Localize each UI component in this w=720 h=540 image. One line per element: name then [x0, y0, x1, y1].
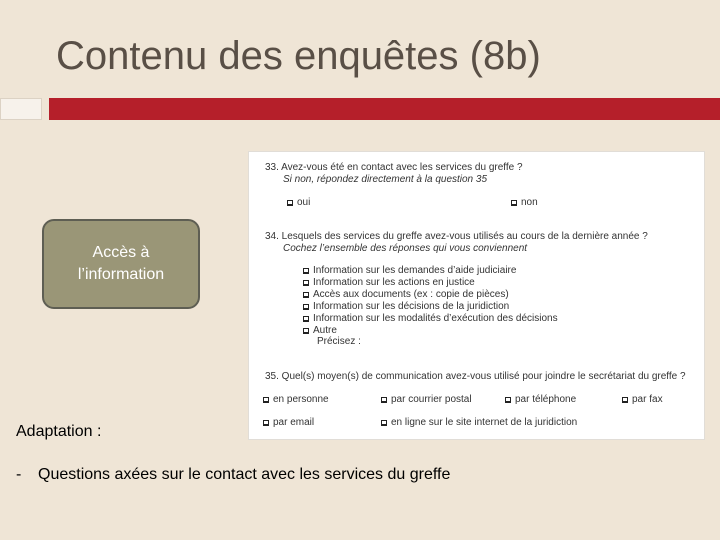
checkbox-icon	[287, 200, 293, 206]
checkbox-icon	[303, 316, 309, 322]
q35-option[interactable]	[381, 417, 577, 428]
title-bar-left-segment	[0, 98, 42, 120]
q34-option[interactable]	[303, 277, 475, 288]
bullet-dash: -	[16, 466, 22, 483]
q35-option[interactable]	[381, 394, 472, 405]
option-label: Autre	[313, 325, 337, 336]
q34-option[interactable]	[303, 289, 509, 300]
bullet-text: Questions axées sur le contact avec les services du greffe	[38, 466, 451, 483]
checkbox-icon	[303, 328, 309, 334]
checkbox-icon	[511, 200, 517, 206]
q33-option-yes[interactable]	[287, 197, 310, 208]
tag-line-2: l’information	[77, 266, 165, 283]
q33-question: 33. Avez-vous été en contact avec les services du greffe ?	[265, 162, 523, 173]
option-label: Information sur les modalités d’exécution des décisions	[313, 313, 558, 324]
q33-instruction: Si non, répondez directement à la question 35	[283, 174, 488, 185]
checkbox-icon	[263, 397, 269, 403]
option-label: en ligne sur le site internet de la juridiction	[391, 417, 578, 428]
checkbox-icon	[263, 420, 269, 426]
q35-option[interactable]	[263, 417, 314, 428]
option-label: par email	[273, 417, 315, 428]
option-label: Information sur les actions en justice	[313, 277, 475, 288]
option-label: par courrier postal	[391, 394, 472, 405]
tag-line-1: Accès à	[92, 244, 150, 261]
option-label: en personne	[273, 394, 329, 405]
option-label: par téléphone	[515, 394, 577, 405]
q34-specify: Précisez :	[317, 336, 361, 347]
q33-option-no[interactable]	[511, 197, 538, 208]
option-label: par fax	[632, 394, 663, 405]
checkbox-icon	[505, 397, 511, 403]
title-bar-red-segment	[49, 98, 720, 120]
checkbox-icon	[622, 397, 628, 403]
q34-question: 34. Lesquels des services du greffe avez-vous utilisés au cours de la dernière année ?	[265, 231, 648, 242]
checkbox-icon	[381, 397, 387, 403]
q34-option[interactable]	[303, 325, 337, 336]
option-label: non	[521, 197, 538, 208]
q34-instruction: Cochez l’ensemble des réponses qui vous conviennent	[283, 243, 528, 254]
q34-option[interactable]	[303, 313, 558, 324]
q35-option[interactable]	[263, 394, 329, 405]
q34-option[interactable]	[303, 265, 516, 276]
survey-excerpt	[248, 151, 705, 440]
q35-question: 35. Quel(s) moyen(s) de communication avez-vous utilisé pour joindre le secrétariat du greffe ?	[265, 371, 686, 382]
checkbox-icon	[381, 420, 387, 426]
option-label: Accès aux documents (ex : copie de pièces)	[313, 289, 509, 300]
checkbox-icon	[303, 292, 309, 298]
option-label: oui	[297, 197, 311, 208]
q35-option[interactable]	[622, 394, 663, 405]
checkbox-icon	[303, 280, 309, 286]
option-label: Information sur les demandes d’aide judiciaire	[313, 265, 517, 276]
checkbox-icon	[303, 304, 309, 310]
bullet-item	[16, 466, 450, 484]
q34-option[interactable]	[303, 301, 509, 312]
access-to-information-box	[42, 219, 200, 309]
q35-option[interactable]	[505, 394, 576, 405]
checkbox-icon	[303, 268, 309, 274]
slide-title: Contenu des enquêtes (8b)	[56, 34, 541, 78]
option-label: Information sur les décisions de la juridiction	[313, 301, 510, 312]
adaptation-label: Adaptation :	[16, 423, 102, 440]
